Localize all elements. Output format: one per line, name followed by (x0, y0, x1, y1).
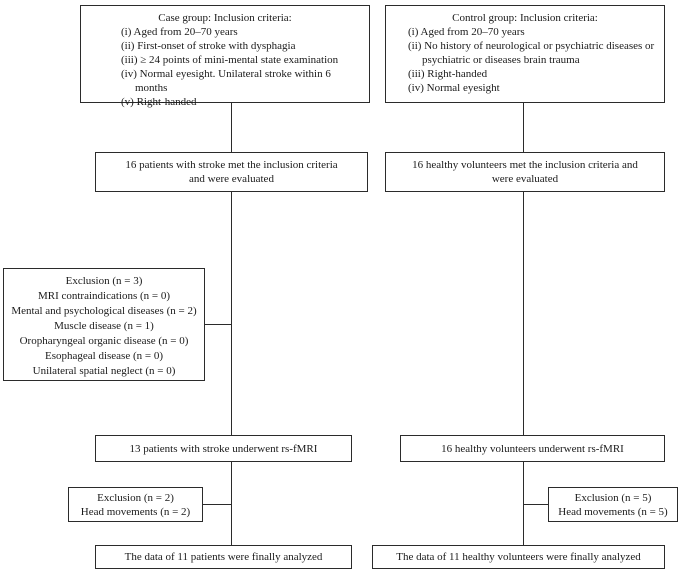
exclusion-line-4: Muscle disease (n = 1) (54, 320, 154, 332)
control-inclusion-criteria-box (385, 5, 665, 103)
control-criteria-item-2: (ii) No history of neurological or psychiatric diseases or psychiatric or diseases brain trauma (408, 40, 655, 66)
case-inclusion-criteria-box (80, 5, 370, 108)
exclusion-line-6: Esophageal disease (n = 0) (45, 350, 163, 362)
case-fmri-box: 13 patients with stroke underwent rs-fMRI (95, 435, 352, 462)
case-criteria-item-3: (iii) ≥ 24 points of mini-mental state examination (121, 54, 339, 66)
case-criteria-item-2: (ii) First-onset of stroke with dysphagia (121, 40, 296, 52)
exclusion-line-7: Unilateral spatial neglect (n = 0) (32, 365, 176, 377)
case-evaluated-box: 16 patients with stroke met the inclusion criteria and were evaluated (95, 152, 368, 192)
control-evaluated-box: 16 healthy volunteers met the inclusion criteria and were evaluated (385, 152, 665, 192)
exclusion-line-1: Exclusion (n = 3) (65, 275, 143, 287)
case-final-analyzed-box: The data of 11 patients were finally analyzed (95, 545, 352, 569)
control-criteria-title: Control group: Inclusion criteria: (452, 12, 598, 24)
control-connector-secondary-exclusion-stub (524, 504, 549, 505)
exclusion-line-3: Mental and psychological diseases (n = 2) (11, 305, 197, 317)
case-connector-primary-exclusion-stub (205, 324, 232, 325)
control-criteria-item-4: (iv) Normal eyesight (408, 82, 500, 94)
control-secondary-exclusion-box (548, 487, 678, 522)
control-connector-criteria-to-evaluated (523, 103, 524, 152)
control-final-analyzed-box: The data of 11 healthy volunteers were finally analyzed (372, 545, 665, 569)
case-criteria-item-5: (v) Right-handed (121, 96, 197, 108)
case-secondary-exclusion-line-2: Head movements (n = 2) (80, 505, 191, 518)
control-criteria-item-1: (i) Aged from 20–70 years (408, 26, 525, 38)
exclusion-line-2: MRI contraindications (n = 0) (37, 290, 171, 302)
case-connector-secondary-exclusion-stub (203, 504, 232, 505)
control-criteria-list (386, 25, 664, 95)
case-connector-criteria-to-evaluated (231, 103, 232, 152)
exclusion-line-5: Oropharyngeal organic disease (n = 0) (19, 335, 189, 347)
case-criteria-list (81, 25, 369, 109)
control-fmri-box: 16 healthy volunteers underwent rs-fMRI (400, 435, 665, 462)
case-criteria-title: Case group: Inclusion criteria: (158, 12, 292, 24)
control-criteria-item-3: (iii) Right-handed (408, 68, 488, 80)
control-secondary-exclusion-line-1: Exclusion (n = 5) (574, 491, 652, 504)
control-secondary-exclusion-line-2: Head movements (n = 5) (558, 505, 668, 518)
case-secondary-exclusion-line-1: Exclusion (n = 2) (97, 491, 174, 504)
case-secondary-exclusion-box (68, 487, 203, 522)
case-criteria-item-1: (i) Aged from 20–70 years (121, 26, 238, 38)
case-primary-exclusion-box (3, 268, 205, 381)
case-criteria-item-4: (iv) Normal eyesight. Unilateral stroke within 6 months (121, 68, 331, 94)
case-connector-evaluated-to-fmri (231, 192, 232, 435)
control-connector-evaluated-to-fmri (523, 192, 524, 435)
